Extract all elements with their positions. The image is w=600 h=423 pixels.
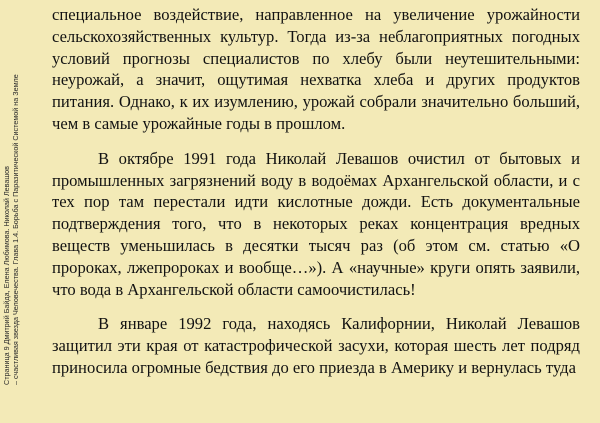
margin-note-line-1: Страница 9 Дмитрий Байда, Елена Любимова. Николай Левашов [2, 166, 11, 385]
paragraph-3: В январе 1992 года, находясь Калифорнии, Николай Левашов защитил эти края от катастрофической засухи, которая шесть лет подряд приносила огромные бедствия до его приезда в Америку и вернулась туда [52, 314, 580, 377]
body-text [52, 4, 580, 379]
paragraph-1: специальное воздействие, направленное на увеличение урожайности сельскохозяйственных культур. Тогда из-за неблагоприятных погодных условий прогнозы специалистов по хлебу были неутешительными: неурожай, а значит, ощутимая нехватка хлеба и других продуктов питания. Однако, к их изумлению, урожай собрали значительно больший, чем в самые урожайные годы в прошлом. [52, 5, 580, 133]
paragraph-2: В октябре 1991 года Николай Левашов очистил от бытовых и промышленных загрязнений воду в водоёмах Архангельской области, и с тех пор там перестали идти кислотные дожди. Есть документальные подтверждения того, что в некоторых реках концентрация вредных веществ уменьшилась в десятки тысяч раз (об этом см. статью «О пророках, лжепророках и вообще…»). А «научные» круги опять заявили, что вода в Архангельской области самоочистилась! [52, 148, 580, 299]
margin-note-line-2: – счастливая звезда Человечества. Глава 1.4. Борьба с Паразитической Системой на Земле [11, 74, 20, 385]
page-margin-note [2, 0, 32, 423]
